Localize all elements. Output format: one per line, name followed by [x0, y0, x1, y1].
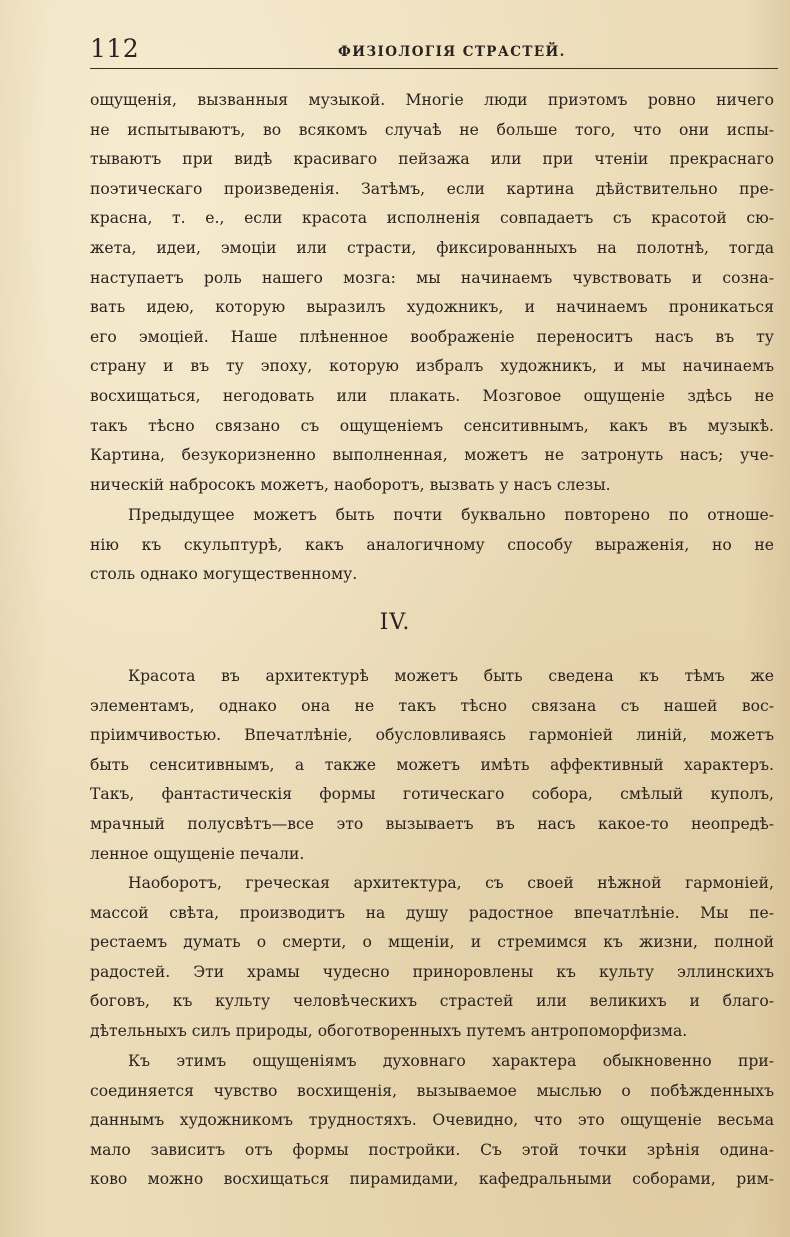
page-number: 112: [90, 34, 140, 63]
text-line: соединяется чувство восхищенія, вызываемое мыслью о побѣжденныхъ: [90, 1081, 774, 1100]
text-line: поэтическаго произведенія. Затѣмъ, если картина дѣйствительно пре-: [90, 179, 774, 198]
running-title: ФИЗІОЛОГІЯ СТРАСТЕЙ.: [338, 44, 566, 60]
text-line: Картина, безукоризненно выполненная, можетъ не затронуть насъ; уче-: [90, 446, 774, 465]
text-line: не испытываютъ, во всякомъ случаѣ не больше того, что они испы-: [90, 120, 774, 139]
text-line: быть сенситивнымъ, а также можетъ имѣть аффективный характеръ.: [90, 755, 774, 774]
section-heading: IV.: [379, 610, 411, 635]
text-line: рестаемъ думать о смерти, о мщеніи, и стремимся къ жизни, полной: [90, 933, 774, 952]
text-line: Такъ, фантастическія формы готическаго собора, смѣлый куполъ,: [90, 785, 774, 804]
text-line: ощущенія, вызванныя музыкой. Многіе люди приэтомъ ровно ничего: [90, 91, 774, 109]
text-line: вать идею, которую выразилъ художникъ, и начинаемъ проникаться: [90, 298, 774, 317]
paragraph-painting: [90, 86, 774, 500]
text-line: Красота въ архитектурѣ можетъ быть сведена къ тѣмъ же: [128, 667, 774, 685]
paragraph-architecture: [90, 662, 774, 869]
text-line: массой свѣта, производитъ на душу радостное впечатлѣніе. Мы пе-: [90, 903, 774, 922]
text-line: пріимчивостью. Впечатлѣніе, обусловливаясь гармоніей линій, можетъ: [90, 726, 774, 745]
text-line: ково можно восхищаться пирамидами, кафедральными соборами, рим-: [90, 1170, 774, 1189]
text-line: жета, идеи, эмоціи или страсти, фиксированныхъ на полотнѣ, тогда: [90, 238, 774, 257]
text-line: Къ этимъ ощущеніямъ духовнаго характера обыкновенно при-: [128, 1052, 774, 1070]
text-line: восхищаться, негодовать или плакать. Мозговое ощущеніе здѣсь не: [90, 386, 774, 405]
text-line: мрачный полусвѣтъ—все это вызываетъ въ насъ какое-то неопредѣ-: [90, 814, 774, 833]
text-line: мало зависитъ отъ формы постройки. Съ этой точки зрѣнія одина-: [90, 1140, 774, 1159]
text-line: его эмоціей. Наше плѣненное воображеніе переноситъ насъ въ ту: [90, 327, 774, 346]
text-line: красна, т. е., если красота исполненія совпадаетъ съ красотой сю-: [90, 209, 774, 228]
text-line: Наоборотъ, греческая архитектура, съ своей нѣжной гармоніей,: [128, 874, 774, 892]
paragraph-greek-architecture: [90, 869, 774, 1047]
text-line: страну и въ ту эпоху, которую избралъ художникъ, и мы начинаемъ: [90, 357, 774, 376]
text-line: столь однако могущественному.: [90, 565, 358, 584]
paragraph-admiration: [90, 1047, 774, 1195]
text-line: такъ тѣсно связано съ ощущеніемъ сенситивнымъ, какъ въ музыкѣ.: [90, 416, 774, 435]
paragraph-sculpture: [90, 501, 774, 590]
text-line: боговъ, къ культу человѣческихъ страстей или великихъ и благо-: [90, 992, 774, 1011]
running-head: [90, 34, 778, 69]
text-line: тываютъ при видѣ красиваго пейзажа или при чтеніи прекраснаго: [90, 150, 774, 169]
text-line: нію къ скульптурѣ, какъ аналогичному способу выраженія, но не: [90, 535, 774, 554]
text-line: наступаетъ роль нашего мозга: мы начинаемъ чувствовать и созна-: [90, 268, 774, 287]
text-line: Предыдущее можетъ быть почти буквально повторено по отноше-: [128, 506, 774, 524]
text-line: ленное ощущеніе печали.: [90, 844, 305, 863]
text-line: радостей. Эти храмы чудесно приноровлены къ культу эллинскихъ: [90, 962, 774, 981]
text-line: элементамъ, однако она не такъ тѣсно связана съ нашей вос-: [90, 696, 774, 715]
text-line: ническій набросокъ можетъ, наоборотъ, вызвать у насъ слезы.: [90, 475, 611, 494]
text-line: дѣтельныхъ силъ природы, обоготворенныхъ путемъ антропоморфизма.: [90, 1021, 688, 1040]
text-line: даннымъ художникомъ трудностяхъ. Очевидно, что это ощущеніе весьма: [90, 1111, 774, 1130]
